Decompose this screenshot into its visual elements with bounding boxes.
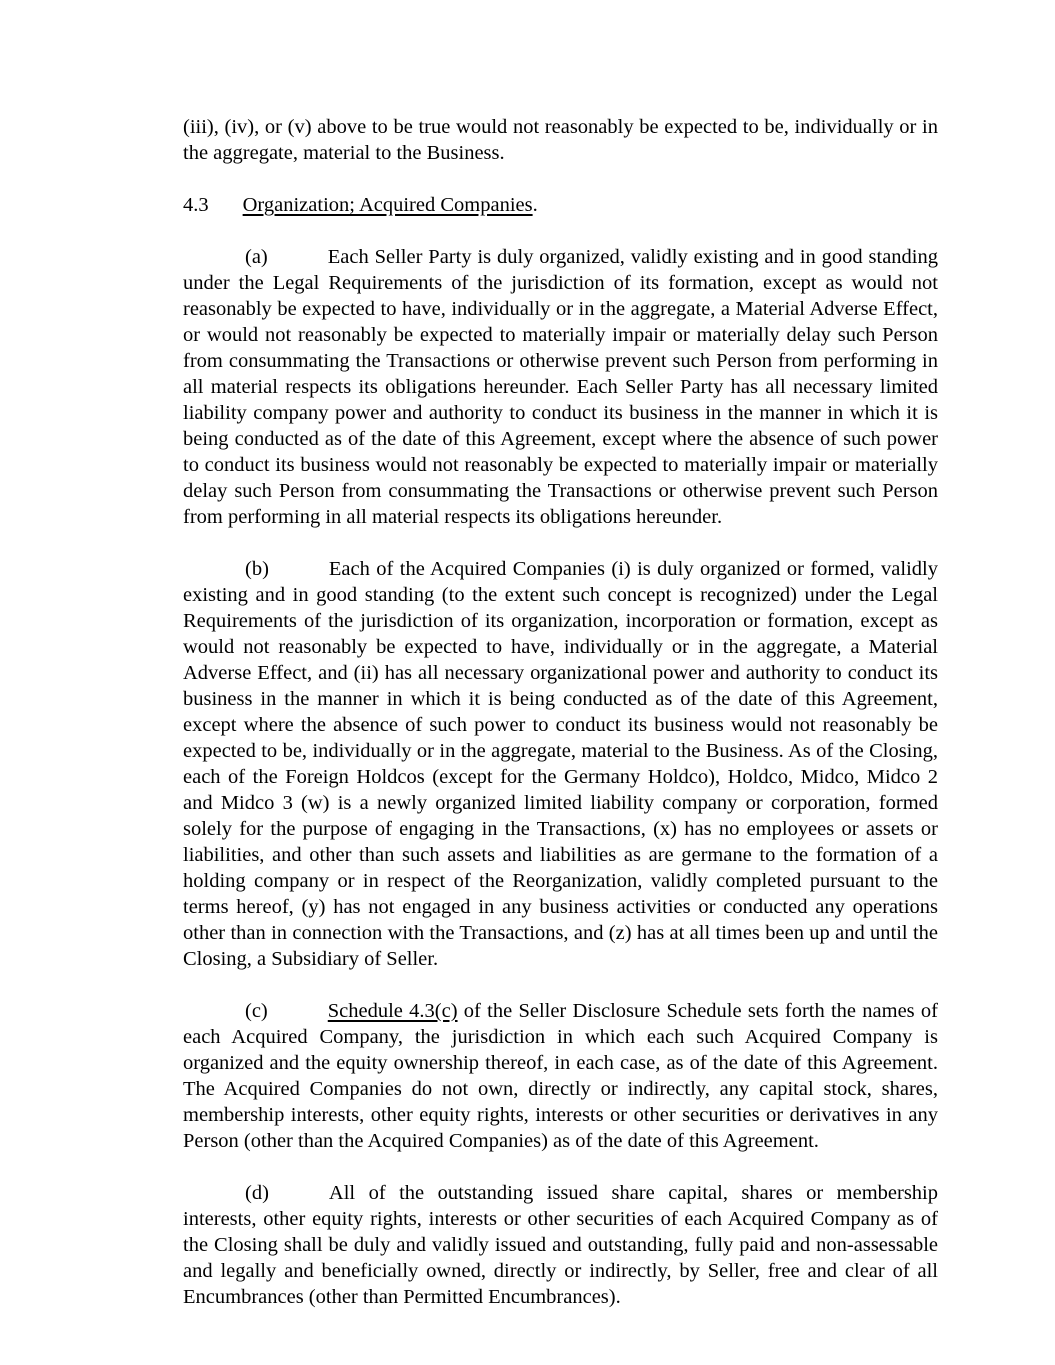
- paragraph-d: [183, 1180, 938, 1310]
- paragraph-b-text: Each of the Acquired Companies (i) is duly organized or formed, validly existing and in good standing (to the extent such concept is recognized) under the Legal Requirements of the jurisdiction of its organization, incorporation or formation, except as would not reasonably be expected to have, individually or in the aggregate, a Material Adverse Effect, and (ii) has all necessary organizational power and authority to conduct its business in the manner in which it is being conducted as of the date of this Agreement, except where the absence of such power to conduct its business would not reasonably be expected to be, individually or in the aggregate, material to the Business. As of the Closing, each of the Foreign Holdcos (except for the Germany Holdco), Holdco, Midco, Midco 2 and Midco 3 (w) is a newly organized limited liability company or corporation, formed solely for the purpose of engaging in the Transactions, (x) has no employees or assets or liabilities, and other than such assets and liabilities as are germane to the formation of a holding company or in respect of the Reorganization, validly completed pursuant to the terms hereof, (y) has not engaged in any business activities or conducted any operations other than in connection with the Transactions, and (z) has at all times been up and until the Closing, a Subsidiary of Seller.: [183, 558, 938, 970]
- continuation-text: (iii), (iv), or (v) above to be true would not reasonably be expected to be, individually or in the aggregate, material to the Business.: [183, 116, 938, 164]
- paragraph-a-label: (a): [245, 246, 268, 268]
- schedule-reference: Schedule 4.3(c): [327, 1000, 458, 1022]
- section-title: Organization; Acquired Companies: [242, 194, 533, 216]
- paragraph-c: [183, 998, 938, 1154]
- section-title-period: .: [532, 194, 538, 216]
- paragraph-c-text: of the Seller Disclosure Schedule sets forth the names of each Acquired Company, the jurisdiction in which each such Acquired Company is organized and the equity ownership thereof, in each case, as of the date of this Agreement. The Acquired Companies do not own, directly or indirectly, any capital stock, shares, membership interests, other equity rights, interests or other securities or derivatives in any Person (other than the Acquired Companies) as of the date of this Agreement.: [183, 1000, 938, 1152]
- section-heading: [183, 192, 938, 218]
- paragraph-b: [183, 556, 938, 972]
- paragraph-c-label: (c): [245, 1000, 268, 1022]
- continuation-paragraph: [183, 114, 938, 166]
- paragraph-d-label: (d): [245, 1182, 269, 1204]
- paragraph-a-text: Each Seller Party is duly organized, validly existing and in good standing under the Legal Requirements of the jurisdiction of its formation, except as would not reasonably be expected to have, individually or in the aggregate, a Material Adverse Effect, or would not reasonably be expected to materially impair or materially delay such Person from consummating the Transactions or otherwise prevent such Person from performing in all material respects its obligations hereunder. Each Seller Party has all necessary limited liability company power and authority to conduct its business in the manner in which it is being conducted as of the date of this Agreement, except where the absence of such power to conduct its business would not reasonably be expected to materially impair or materially delay such Person from consummating the Transactions or otherwise prevent such Person from performing in all material respects its obligations hereunder.: [183, 246, 938, 528]
- section-number: 4.3: [183, 194, 209, 216]
- paragraph-d-text: All of the outstanding issued share capital, shares or membership interests, other equity rights, interests or other securities of each Acquired Company as of the Closing shall be duly and validly issued and outstanding, fully paid and non-assessable and legally and beneficially owned, directly or indirectly, by Seller, free and clear of all Encumbrances (other than Permitted Encumbrances).: [183, 1182, 938, 1308]
- paragraph-a: [183, 244, 938, 530]
- paragraph-b-label: (b): [245, 558, 269, 580]
